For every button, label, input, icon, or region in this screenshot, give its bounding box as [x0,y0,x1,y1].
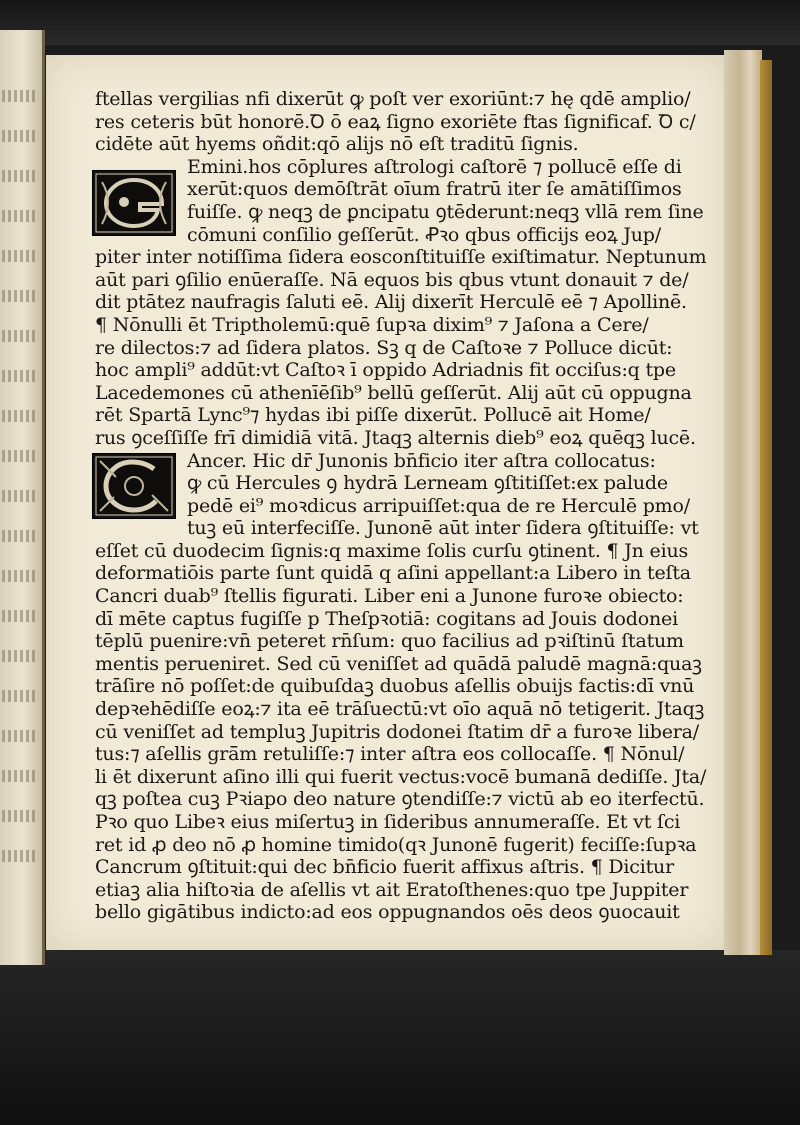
text-line: re dilectos:⁊ ad ſidera platos. Sꝫ q de Caſtoꝛe ⁊ Polluce dicūt: [95,336,673,359]
text-line: piter inter notiſſima ſidera eosconſtituiſſe exiſtimatur. Neptunum [95,246,707,269]
text-line: trāſire nō poſſet:de quibuſdaꝫ duobus aſellis obuijs factis:dī vnū [95,675,695,698]
binding-edge [760,60,772,955]
text-line: cidēte aūt hyems oñdit:qō alijs nō eſt traditū ſignis. [95,133,579,156]
text-line: tuꝫ eū interfeciſſe. Junonē aūt inter ſidera ꝯſtituiſſe: vt [187,517,699,540]
text-line: eſſet cū duodecim ſignis:q maxime ſolis curſu ꝯtinent. ¶ Jn eius [95,539,689,562]
text-line: tus:⁊ aſellis grā̄m retuliſſe:⁊ inter aſtra eos collocaſſe. ¶ Nōnul/ [95,743,685,766]
text-line: Cancrum ꝯſtituit:qui dec bn̄ficio fuerit affixus aſtris. ¶ Dicitur [95,856,674,879]
text-line: Cancri duab⁹ ſtellis figurati. Liber eni a Junone furoꝛe obiecto: [95,585,684,608]
text-line: deformatiōis parte ſunt quidā q aſini appellant:a Libero in teſta [95,562,691,585]
text-line: cōmuni conſilio geſſerūt. Ꝓꝛo qbus officijs eoꝝ Jup/ [187,223,661,246]
text-line: Pꝛo quo Libeꝛ eius miſertuꝫ in ſideribus annumeraſſe. Et vt ſci [95,811,681,833]
text-line: xerūt:quos demōſtrāt oīum fratrū iter ſe amātiſſimos [187,178,682,201]
text-line: Lacedemones cū athenīēſib⁹ bellū geſſerūt. Alij aūt cū oppugna [95,381,692,404]
text-line: ret id ꝓ deo nō ꝓ homine timido(qꝛ Junonē fugerit) feciſſe:ſupꝛa [95,833,697,856]
page-stack-edge [724,50,762,955]
text-line: pedē ei⁹ moꝛdicus arripuiſſet:qua de re Herculē pmo/ [187,494,690,517]
text-line: etiaꝫ alia hiſtoꝛia de aſellis vt ait Eratoſthenes:quo tpe Juppiter [95,878,689,901]
scan-top-background [0,0,800,45]
text-line: res ceteris būt honorē.Ꝺ ō eaꝝ ſigno exoriēte ftas ſignificaf. Ꝺ c/ [95,110,696,133]
page-text-block [95,88,715,924]
text-line: dit ptātez naufragis ſaluti eē. Alij dixerīt Herculē eē ⁊ Apollinē. [95,291,687,314]
text-line: fuiſſe. ꝙ neqꝫ de ꝑncipatu ꝯtēderunt:neqꝫ vllā rem ſine [187,200,704,223]
text-line: hoc ampli⁹ addūt:vt Caſtoꝛ ī oppido Adriadnis fit occiſus:q tpe [95,359,676,382]
text-line: ¶ Nōnulli ēt Triptholemū:quē ſupꝛa dixim⁹ ⁊ Jaſona a Cere/ [95,313,649,336]
facing-page-edge [0,30,45,965]
text-line: li ēt dixerunt aſino illi qui fuerit vectus:vocē bumanā dediſſe. Jta/ [95,765,707,788]
text-line: rus ꝯceſſiſſe frī dimidiā vitā. Jtaqꝫ alternis dieb⁹ eoꝝ quēqꝫ lucē. [95,426,696,449]
text-line: aūt pari ꝯſilio enūeraſſe. Nā equos bis qbus vtunt donauit ⁊ de/ [95,268,689,291]
text-line: rēt Spartā Lync⁹⁊ hydas ibi piſſe dixerūt. Pollucē ait Home/ [95,404,651,427]
scan-bottom-background [0,950,800,1125]
text-line: depꝛehēdiſſe eoꝝ:⁊ ita eē trāſuectū:vt oīo aquā nō tetigerit. Jtaqꝫ [95,698,705,721]
text-line: tēplū puenire:vn̄ peteret rn̄ſum: quo facilius ad pꝛiſtinū ſtatum [95,630,684,653]
text-line: bello gigātibus indicto:ad eos oppugnandos oēs deos ꝯuocauit [95,901,680,924]
text-line: cū veniſſet ad templuꝫ Jupitris dodonei ſtatim dr̄ a furoꝛe libera/ [95,720,699,743]
text-line: ꝙ cū Hercules ꝯ hydrā Lerneam ꝯſtitiſſet:ex palude [187,472,668,495]
text-line: Emini.hos cōplures aſtrologi caſtorē ⁊ pollucē eſſe di [187,155,682,178]
text-line: qꝫ poſtea cuꝫ Pꝛiapo deo nature ꝯtendiſſe:⁊ victū ab eo iterfectū. [95,788,705,811]
text-line: Ancer. Hic dr̄ Junonis bn̄ficio iter aſtra collocatus: [187,449,656,472]
text-line: ftellas vergilias nfi dixerūt ꝙ poſt ver exoriūnt:⁊ hę qdē amplio/ [95,88,691,110]
text-line: mentis perueniret. Sed cū veniſſet ad quādā paludē magnā:quaꝫ [95,652,702,675]
text-line: dī mēte captus fugiſſe p Theſpꝛotiā: cogitans ad Jouis dodonei [95,607,678,630]
